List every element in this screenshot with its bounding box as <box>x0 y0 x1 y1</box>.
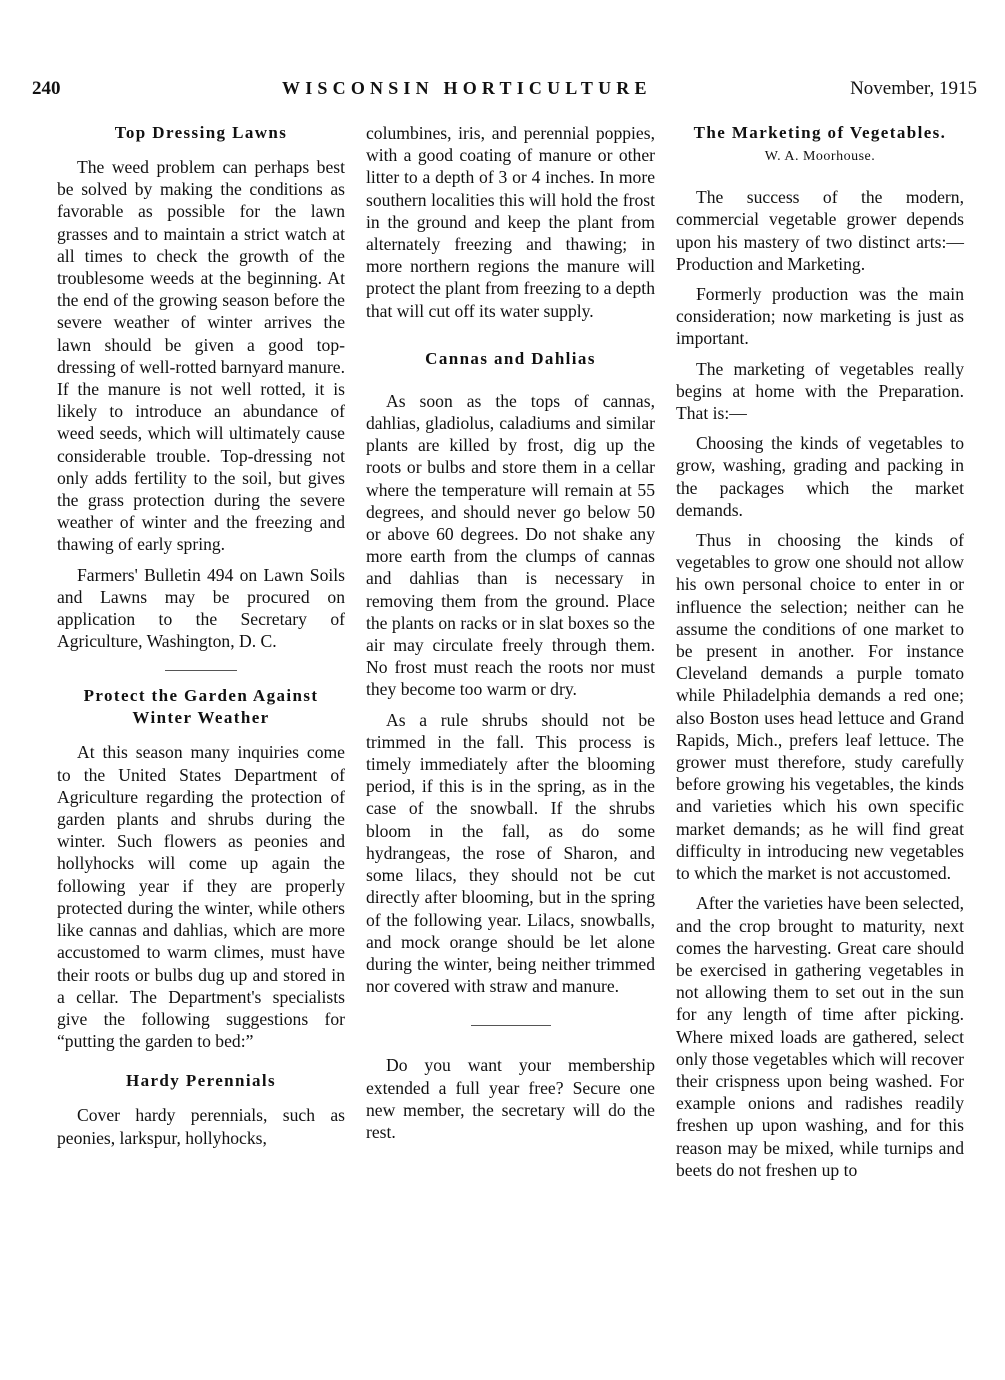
paragraph: Farmers' Bulletin 494 on Lawn Soils and Lawns may be procured on application to the Secretary of Agriculture, Washington, D. C. <box>57 564 345 652</box>
paragraph: The marketing of vegetables really begins at home with the Preparation. That is:— <box>676 358 964 424</box>
paragraph: Thus in choosing the kinds of vegetables to grow one should not allow his own personal choice to enter in or influence the selection; neither can he assume the conditions of one market to be present in another. For instance Cleveland demands a purple tomato while Philadelphia demands a red one; also Boston uses head lettuce and Grand Rapids, Mich., prefers leaf lettuce. The grower must therefore, study carefully before growing his vegetables, the kinds and varieties which his own specific market demands; as he will find great difficulty in introducing new vegetables to which the market is not accustomed. <box>676 530 964 884</box>
heading-top-dressing-lawns: Top Dressing Lawns <box>114 123 288 142</box>
heading-protect-garden: Protect the Garden Against Winter Weather <box>83 686 319 728</box>
column-middle <box>366 122 655 1151</box>
section-divider <box>471 1025 551 1026</box>
page-number: 240 <box>32 78 61 99</box>
paragraph-continued: columbines, iris, and perennial poppies, with a good coating of manure or other litter to a depth of 3 or 4 inches. In more southern localities this will hold the frost in the ground and keep the plant from alternately freezing and thawing; in more northern regions the manure will protect the plant from freezing to a depth that will cut off its water supply. <box>366 123 655 321</box>
column-left <box>57 122 345 1157</box>
article-marketing-vegetables <box>676 122 964 1181</box>
paragraph: Choosing the kinds of vegetables to grow, washing, grading and packing in the packages which the market demands. <box>676 433 964 520</box>
paragraph: As a rule shrubs should not be trimmed in the fall. This process is timely immediately after the blooming period, if this is in the spring, as in the case of the snowball. If the shrubs bloom in the fall, as do some hydrangeas, the rose of Sharon, and some lilacs, they should not be cut directly after blooming, but in the spring of the following year. Lilacs, snowballs, and mock orange should be let alone during the winter, being neither trimmed nor covered with straw and manure. <box>366 709 655 997</box>
article-protect-garden <box>57 685 345 1052</box>
paragraph: The success of the modern, commercial vegetable grower depends upon his mastery of two distinct arts:—Production and Marketing. <box>676 187 964 274</box>
heading-cannas-dahlias: Cannas and Dahlias <box>425 348 596 368</box>
membership-note: Do you want your membership extended a full year free? Secure one new member, the secretary will do the rest. <box>366 1055 655 1142</box>
paragraph: At this season many inquiries come to the United States Department of Agriculture regarding the protection of garden plants and shrubs during the winter. Such flowers as peonies and hollyhocks will come up again the following year if they are properly protected during the winter, while others like cannas and dahlias, which are more accustomed to warm climes, must have their roots or bulbs dug up and stored in a cellar. The Department's specialists give the following suggestions for “putting the garden to bed:” <box>57 742 345 1052</box>
article-cannas-dahlias <box>366 348 655 997</box>
paragraph: Formerly production was the main consideration; now marketing is just as important. <box>676 284 964 349</box>
issue-date: November, 1915 <box>850 78 977 99</box>
author-byline: W. A. Moorhouse. <box>764 149 876 164</box>
heading-hardy-perennials: Hardy Perennials <box>125 1071 277 1091</box>
heading-marketing-vegetables: The Marketing of Vegetables. <box>693 123 947 142</box>
page-header <box>32 78 977 104</box>
column-right <box>676 122 964 1189</box>
section-divider <box>165 670 237 671</box>
paragraph: The weed problem can perhaps best be solved by making the conditions as favorable as possible for the lawn grasses and to maintain a strict watch at all times to check the growth of the troublesome weeds at the beginning. At the end of the growing season before the severe weather of winter arrives the lawn should be given a good top-dressing of well-rotted barnyard manure. If the manure is not well rotted, it is likely to introduce an abundance of weed seeds, which will ultimately cause considerable trouble. Top-dressing not only adds fertility to the soil, but gives the grass protection during the severe weather of winter and the freezing and thawing of early spring. <box>57 157 345 555</box>
paragraph: As soon as the tops of cannas, dahlias, gladiolus, caladiums and similar plants are killed by frost, dig up the roots or bulbs and store them in a cellar where the temperature will remain at 55 degrees, and should never go below 50 or above 60 degrees. Do not shake any more earth from the clumps of cannas and dahlias than is necessary in removing them from the ground. Place the plants on racks or in slat boxes so the air may circulate freely through them. No frost must reach the roots nor must they become too warm or dry. <box>366 390 655 700</box>
article-top-dressing-lawns <box>57 122 345 652</box>
article-hardy-perennials <box>57 1070 345 1148</box>
paragraph: After the varieties have been selected, and the crop brought to maturity, next comes the harvesting. Great care should be exercised in gathering vegetables in not allowing them to set out in the sun for any length of time after picking. Where mixed loads are gathered, select only those vegetables which will recover their crispness upon being washed. For example onions and radishes readily freshen up upon washing, and for this reason may be mixed, while turnips and beets do not freshen up to <box>676 893 964 1180</box>
journal-title: WISCONSIN HORTICULTURE <box>282 78 652 98</box>
paragraph: Cover hardy perennials, such as peonies, larkspur, hollyhocks, <box>57 1105 345 1148</box>
